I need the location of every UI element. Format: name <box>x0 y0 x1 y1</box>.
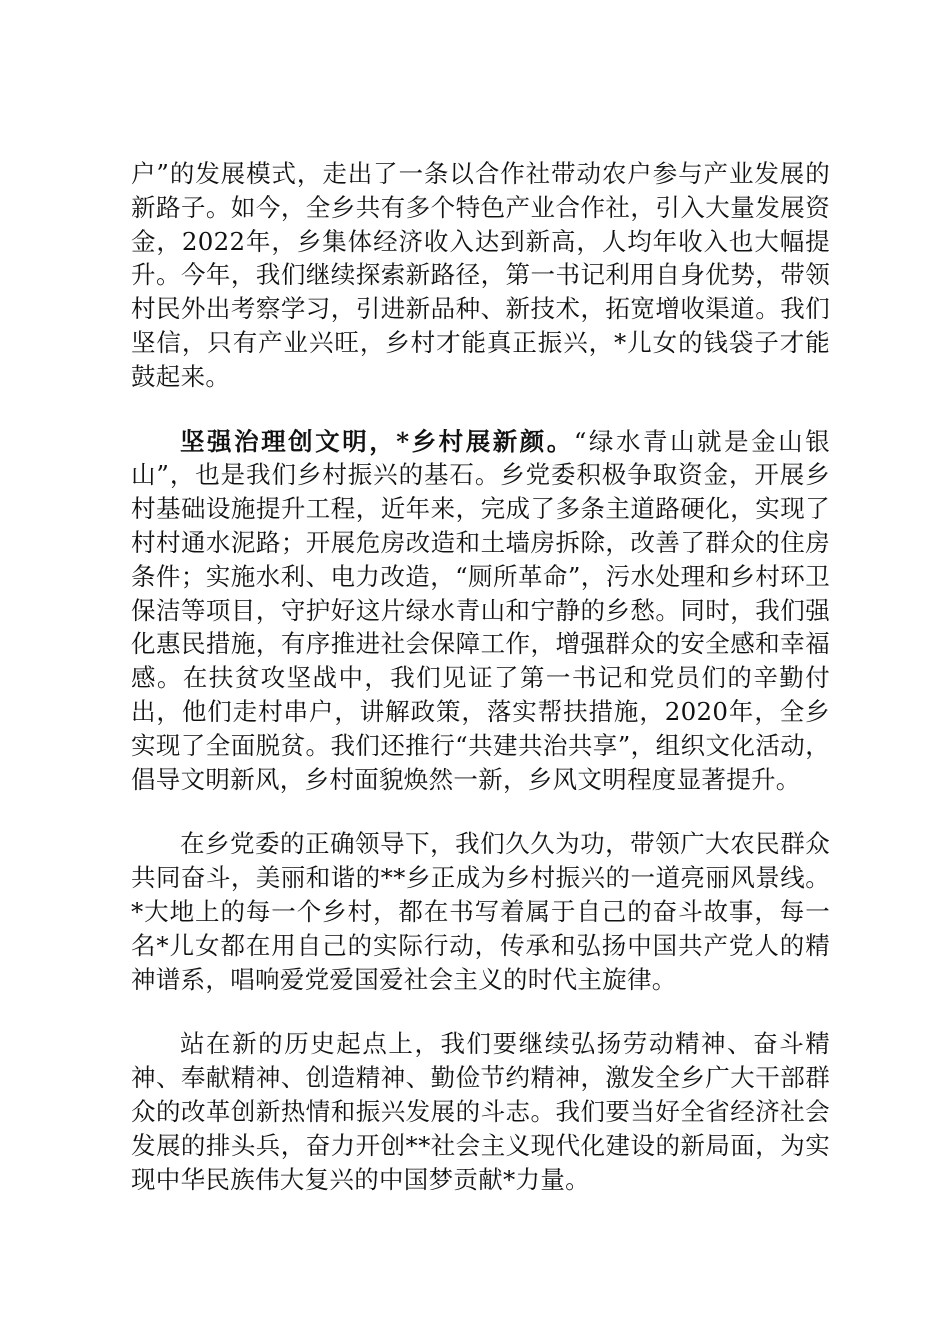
paragraph-2-heading: 坚强治理创文明，*乡村展新颜。 <box>180 426 574 456</box>
paragraph-1 <box>131 157 830 394</box>
paragraph-1-text: 户”的发展模式，走出了一条以合作社带动农户参与产业发展的新路子。如今，全乡共有多个特色产业合作社，引入大量发展资金，2022年，乡集体经济收入达到新高，人均年收入也大幅提升。今年，我们继续探索新路径，第一书记利用自身优势，带领村民外出考察学习，引进新品种、新技术，拓宽增收渠道。我们坚信，只有产业兴旺，乡村才能真正振兴，*儿女的钱袋子才能鼓起来。 <box>131 159 831 391</box>
paragraph-3-text: 在乡党委的正确领导下，我们久久为功，带领广大农民群众共同奋斗，美丽和谐的**乡正成为乡村振兴的一道亮丽风景线。*大地上的每一个乡村，都在书写着属于自己的奋斗故事，每一名*儿女都在用自己的实际行动，传承和弘扬中国共产党人的精神谱系，唱响爱党爱国爱社会主义的时代主旋律。 <box>131 829 830 994</box>
paragraph-2-text: “绿水青山就是金山银山”，也是我们乡村振兴的基石。乡党委积极争取资金，开展乡村基础设施提升工程，近年来，完成了多条主道路硬化，实现了村村通水泥路；开展危房改造和土墙房拆除，改善了群众的住房条件；实施水利、电力改造，“厕所革命”，污水处理和乡村环卫保洁等项目，守护好这片绿水青山和宁静的乡愁。同时，我们强化惠民措施，有序推进社会保障工作，增强群众的安全感和幸福感。在扶贫攻坚战中，我们见证了第一书记和党员们的辛勤付出，他们走村串户，讲解政策，落实帮扶措施，2020年，全乡实现了全面脱贫。我们还推行“共建共治共享”，组织文化活动，倡导文明新风，乡村面貌焕然一新，乡风文明程度显著提升。 <box>131 426 831 794</box>
paragraph-4-text: 站在新的历史起点上，我们要继续弘扬劳动精神、奋斗精神、奉献精神、创造精神、勤俭节约精神，激发全乡广大干部群众的改革创新热情和振兴发展的斗志。我们要当好全省经济社会发展的排头兵，奋力开创**社会主义现代化建设的新局面，为实现中华民族伟大复兴的中国梦贡献*力量。 <box>131 1029 830 1194</box>
paragraph-2 <box>131 425 830 797</box>
paragraph-3 <box>131 827 830 996</box>
paragraph-4 <box>131 1027 830 1196</box>
document-body <box>131 157 830 1227</box>
